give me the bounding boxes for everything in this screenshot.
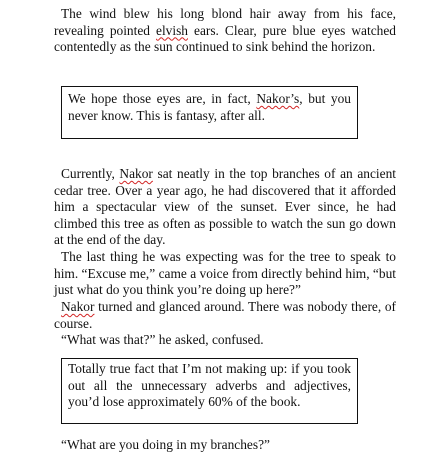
aside-note-1 — [61, 86, 358, 139]
paragraph-2-text-c: sat neatly in the top branches of an ancient cedar tree. Over a year ago, he had discovered that it afforded him a spectacular view of the sunset. Ever since, he had climbed this tree as often as possible to watch the sun go down at the end of the day. — [54, 166, 396, 248]
paragraph-3: The last thing he was expecting was for the tree to speak to him. “Excuse me,” came a voice from directly behind him, “but just what do you think you’re doing up here?” — [54, 249, 396, 298]
paragraph-5: “What was that?” he asked, confused. — [61, 332, 264, 347]
paragraph-2 — [54, 166, 396, 249]
misspelled-word-nakors: Nakor’s — [256, 91, 300, 106]
misspelled-word-nakor-2: Nakor — [61, 299, 95, 314]
aside-note-2 — [61, 358, 358, 424]
paragraph-2-text-a: Currently, — [61, 166, 120, 181]
misspelled-word-elvish: elvish — [156, 22, 188, 38]
paragraph-1-text-c: ears. Clear, pure blue eyes watched contentedly as the sun continued to sink behind the horizon. — [54, 22, 396, 55]
paragraph-1 — [54, 6, 396, 56]
aside-note-1-text — [68, 91, 351, 124]
paragraph-4 — [54, 299, 396, 332]
misspelled-word-nakor: Nakor — [119, 166, 153, 181]
paragraph-1-text-a: The wind blew his long blond hair away from his face, revealing pointed — [54, 6, 396, 38]
aside-note-1-text-c: , but you never know. This is fantasy, after all. — [68, 91, 351, 123]
paragraph-4-text-b: turned and glanced around. There was nobody there, of course. — [54, 299, 396, 331]
aside-note-1-text-a: We hope those eyes are, in fact, — [68, 91, 257, 106]
paragraph-6: “What are you doing in my branches?” — [61, 437, 270, 452]
aside-note-2-text: Totally true fact that I’m not making up: if you took out all the unnecessary adverbs and adjectives, you’d lose approximately 60% of the book. — [68, 361, 351, 410]
